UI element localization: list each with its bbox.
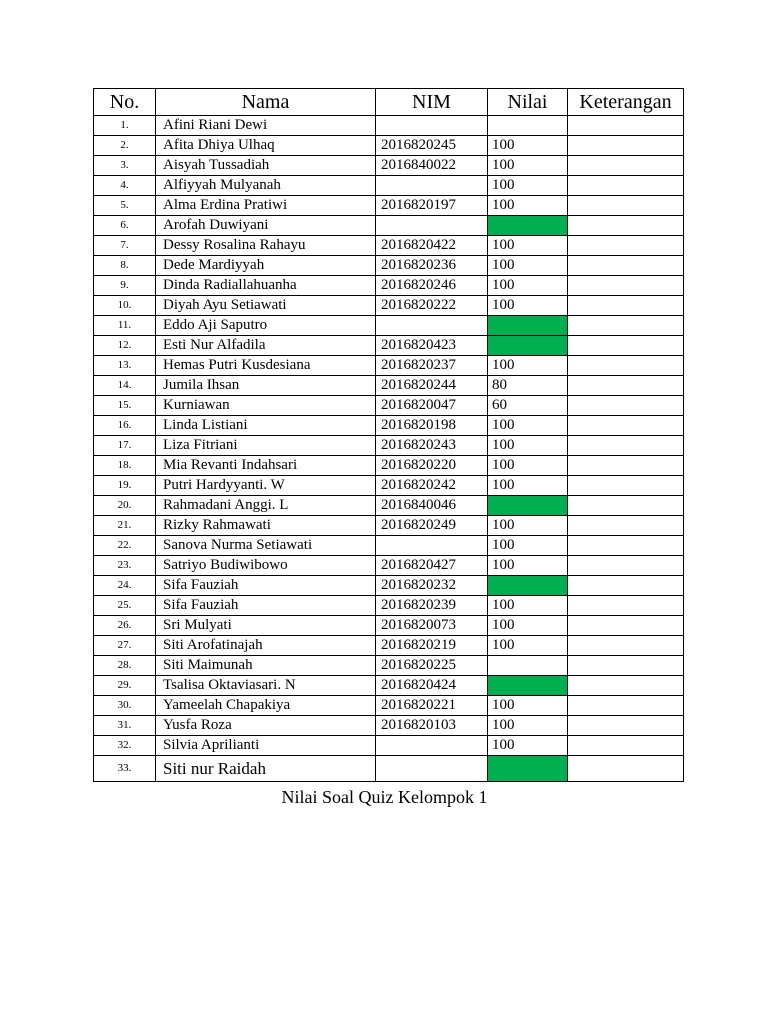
cell-nama: Siti Arofatinajah — [156, 636, 376, 656]
cell-nim: 2016820423 — [376, 336, 488, 356]
cell-no: 10. — [94, 296, 156, 316]
cell-keterangan — [568, 616, 684, 636]
cell-no: 2. — [94, 136, 156, 156]
cell-no: 12. — [94, 336, 156, 356]
cell-nama: Jumila Ihsan — [156, 376, 376, 396]
cell-keterangan — [568, 376, 684, 396]
cell-nama: Sri Mulyati — [156, 616, 376, 636]
cell-nilai: 100 — [488, 476, 568, 496]
cell-nilai: 100 — [488, 156, 568, 176]
cell-nilai: 100 — [488, 416, 568, 436]
cell-nama: Mia Revanti Indahsari — [156, 456, 376, 476]
cell-nilai: 100 — [488, 636, 568, 656]
cell-nilai — [488, 656, 568, 676]
table-row — [94, 736, 684, 756]
table-row — [94, 416, 684, 436]
cell-nim: 2016820246 — [376, 276, 488, 296]
cell-nama: Siti Maimunah — [156, 656, 376, 676]
cell-nim: 2016820243 — [376, 436, 488, 456]
cell-no: 9. — [94, 276, 156, 296]
cell-nama: Silvia Aprilianti — [156, 736, 376, 756]
table-row — [94, 716, 684, 736]
cell-no: 32. — [94, 736, 156, 756]
cell-nilai — [488, 756, 568, 782]
cell-nilai: 100 — [488, 196, 568, 216]
table-row — [94, 136, 684, 156]
table-row — [94, 176, 684, 196]
cell-nilai — [488, 216, 568, 236]
cell-no: 18. — [94, 456, 156, 476]
cell-keterangan — [568, 756, 684, 782]
cell-keterangan — [568, 676, 684, 696]
cell-keterangan — [568, 356, 684, 376]
cell-nim: 2016840022 — [376, 156, 488, 176]
cell-nama: Kurniawan — [156, 396, 376, 416]
table-row — [94, 576, 684, 596]
cell-no: 14. — [94, 376, 156, 396]
cell-nama: Arofah Duwiyani — [156, 216, 376, 236]
header-no: No. — [94, 89, 156, 116]
cell-keterangan — [568, 476, 684, 496]
cell-nim: 2016820237 — [376, 356, 488, 376]
table-row — [94, 756, 684, 782]
cell-keterangan — [568, 156, 684, 176]
cell-keterangan — [568, 536, 684, 556]
cell-nama: Rahmadani Anggi. L — [156, 496, 376, 516]
cell-keterangan — [568, 556, 684, 576]
cell-nim: 2016820198 — [376, 416, 488, 436]
cell-nama: Eddo Aji Saputro — [156, 316, 376, 336]
cell-nama: Linda Listiani — [156, 416, 376, 436]
cell-nama: Tsalisa Oktaviasari. N — [156, 676, 376, 696]
cell-nim: 2016820220 — [376, 456, 488, 476]
cell-keterangan — [568, 696, 684, 716]
cell-nama: Hemas Putri Kusdesiana — [156, 356, 376, 376]
cell-nama: Siti nur Raidah — [156, 756, 376, 782]
cell-keterangan — [568, 276, 684, 296]
cell-keterangan — [568, 416, 684, 436]
cell-nim: 2016820239 — [376, 596, 488, 616]
table-row — [94, 236, 684, 256]
cell-keterangan — [568, 496, 684, 516]
cell-nim — [376, 216, 488, 236]
cell-nilai: 100 — [488, 516, 568, 536]
cell-keterangan — [568, 516, 684, 536]
table-row — [94, 296, 684, 316]
cell-nama: Sifa Fauziah — [156, 596, 376, 616]
table-row — [94, 696, 684, 716]
cell-nilai — [488, 496, 568, 516]
table-row — [94, 476, 684, 496]
cell-nim: 2016820219 — [376, 636, 488, 656]
cell-nama: Sifa Fauziah — [156, 576, 376, 596]
table-row — [94, 256, 684, 276]
cell-keterangan — [568, 176, 684, 196]
cell-nama: Yameelah Chapakiya — [156, 696, 376, 716]
cell-nim: 2016820232 — [376, 576, 488, 596]
table-row — [94, 556, 684, 576]
cell-nama: Afita Dhiya Ulhaq — [156, 136, 376, 156]
cell-no: 19. — [94, 476, 156, 496]
cell-nilai: 100 — [488, 456, 568, 476]
cell-nim: 2016820222 — [376, 296, 488, 316]
cell-keterangan — [568, 576, 684, 596]
cell-nama: Dessy Rosalina Rahayu — [156, 236, 376, 256]
cell-nim — [376, 736, 488, 756]
cell-nama: Yusfa Roza — [156, 716, 376, 736]
cell-nim: 2016820236 — [376, 256, 488, 276]
header-keterangan: Keterangan — [568, 89, 684, 116]
table-row — [94, 496, 684, 516]
cell-nim: 2016820427 — [376, 556, 488, 576]
header-nilai: Nilai — [488, 89, 568, 116]
cell-nim: 2016820073 — [376, 616, 488, 636]
cell-keterangan — [568, 436, 684, 456]
cell-nilai: 100 — [488, 296, 568, 316]
cell-nama: Putri Hardyyanti. W — [156, 476, 376, 496]
table-row — [94, 376, 684, 396]
cell-keterangan — [568, 316, 684, 336]
cell-nim — [376, 756, 488, 782]
cell-no: 33. — [94, 756, 156, 782]
cell-nama: Alma Erdina Pratiwi — [156, 196, 376, 216]
cell-nama: Liza Fitriani — [156, 436, 376, 456]
cell-nilai: 100 — [488, 716, 568, 736]
cell-nim — [376, 116, 488, 136]
table-row — [94, 396, 684, 416]
table-row — [94, 636, 684, 656]
table-row — [94, 536, 684, 556]
cell-keterangan — [568, 196, 684, 216]
cell-nama: Diyah Ayu Setiawati — [156, 296, 376, 316]
cell-no: 4. — [94, 176, 156, 196]
cell-no: 26. — [94, 616, 156, 636]
table-row — [94, 456, 684, 476]
cell-nilai: 100 — [488, 236, 568, 256]
cell-keterangan — [568, 636, 684, 656]
table-row — [94, 616, 684, 636]
cell-nim: 2016840046 — [376, 496, 488, 516]
cell-nama: Sanova Nurma Setiawati — [156, 536, 376, 556]
table-body — [94, 116, 684, 782]
cell-nim: 2016820242 — [376, 476, 488, 496]
cell-nilai: 100 — [488, 696, 568, 716]
cell-no: 1. — [94, 116, 156, 136]
cell-no: 31. — [94, 716, 156, 736]
cell-nilai: 100 — [488, 176, 568, 196]
cell-nilai: 100 — [488, 436, 568, 456]
cell-no: 17. — [94, 436, 156, 456]
table-row — [94, 356, 684, 376]
table-caption: Nilai Soal Quiz Kelompok 1 — [281, 787, 488, 807]
cell-nilai — [488, 576, 568, 596]
cell-keterangan — [568, 716, 684, 736]
cell-nilai: 60 — [488, 396, 568, 416]
cell-nim: 2016820225 — [376, 656, 488, 676]
cell-nama: Alfiyyah Mulyanah — [156, 176, 376, 196]
cell-no: 22. — [94, 536, 156, 556]
table-row — [94, 596, 684, 616]
cell-nilai: 80 — [488, 376, 568, 396]
cell-nilai — [488, 116, 568, 136]
cell-keterangan — [568, 456, 684, 476]
cell-keterangan — [568, 336, 684, 356]
cell-no: 7. — [94, 236, 156, 256]
cell-nim: 2016820249 — [376, 516, 488, 536]
table-row — [94, 516, 684, 536]
table-row — [94, 316, 684, 336]
cell-nilai: 100 — [488, 556, 568, 576]
cell-nama: Esti Nur Alfadila — [156, 336, 376, 356]
table-row — [94, 216, 684, 236]
table-row — [94, 196, 684, 216]
cell-nim: 2016820244 — [376, 376, 488, 396]
cell-no: 25. — [94, 596, 156, 616]
table-row — [94, 436, 684, 456]
cell-no: 21. — [94, 516, 156, 536]
cell-nilai — [488, 316, 568, 336]
cell-no: 24. — [94, 576, 156, 596]
cell-no: 3. — [94, 156, 156, 176]
cell-no: 16. — [94, 416, 156, 436]
cell-nilai: 100 — [488, 356, 568, 376]
cell-nama: Rizky Rahmawati — [156, 516, 376, 536]
cell-no: 30. — [94, 696, 156, 716]
cell-nilai: 100 — [488, 736, 568, 756]
cell-nim: 2016820422 — [376, 236, 488, 256]
cell-nilai: 100 — [488, 256, 568, 276]
cell-nim: 2016820221 — [376, 696, 488, 716]
table-row — [94, 276, 684, 296]
cell-no: 11. — [94, 316, 156, 336]
cell-no: 28. — [94, 656, 156, 676]
cell-no: 20. — [94, 496, 156, 516]
cell-no: 13. — [94, 356, 156, 376]
cell-nilai: 100 — [488, 616, 568, 636]
cell-nama: Dede Mardiyyah — [156, 256, 376, 276]
cell-no: 29. — [94, 676, 156, 696]
cell-no: 5. — [94, 196, 156, 216]
cell-nama: Aisyah Tussadiah — [156, 156, 376, 176]
cell-no: 27. — [94, 636, 156, 656]
table-row — [94, 156, 684, 176]
cell-nilai: 100 — [488, 136, 568, 156]
cell-keterangan — [568, 256, 684, 276]
cell-nim: 2016820197 — [376, 196, 488, 216]
table-row — [94, 676, 684, 696]
cell-no: 23. — [94, 556, 156, 576]
cell-keterangan — [568, 296, 684, 316]
cell-keterangan — [568, 216, 684, 236]
table-row — [94, 116, 684, 136]
header-nama: Nama — [156, 89, 376, 116]
cell-keterangan — [568, 656, 684, 676]
cell-nim — [376, 536, 488, 556]
cell-nim: 2016820047 — [376, 396, 488, 416]
cell-keterangan — [568, 136, 684, 156]
cell-nim — [376, 176, 488, 196]
cell-no: 8. — [94, 256, 156, 276]
cell-nilai: 100 — [488, 276, 568, 296]
cell-nilai — [488, 676, 568, 696]
cell-keterangan — [568, 396, 684, 416]
cell-keterangan — [568, 236, 684, 256]
header-row — [94, 89, 684, 116]
header-nim: NIM — [376, 89, 488, 116]
cell-keterangan — [568, 596, 684, 616]
cell-nim: 2016820424 — [376, 676, 488, 696]
cell-nilai — [488, 336, 568, 356]
cell-keterangan — [568, 736, 684, 756]
cell-nim — [376, 316, 488, 336]
cell-keterangan — [568, 116, 684, 136]
table-row — [94, 336, 684, 356]
table-row — [94, 656, 684, 676]
cell-no: 6. — [94, 216, 156, 236]
cell-nama: Dinda Radiallahuanha — [156, 276, 376, 296]
cell-no: 15. — [94, 396, 156, 416]
cell-nilai: 100 — [488, 536, 568, 556]
cell-nama: Afini Riani Dewi — [156, 116, 376, 136]
cell-nim: 2016820103 — [376, 716, 488, 736]
cell-nama: Satriyo Budiwibowo — [156, 556, 376, 576]
cell-nim: 2016820245 — [376, 136, 488, 156]
cell-nilai: 100 — [488, 596, 568, 616]
grade-table — [93, 88, 684, 782]
